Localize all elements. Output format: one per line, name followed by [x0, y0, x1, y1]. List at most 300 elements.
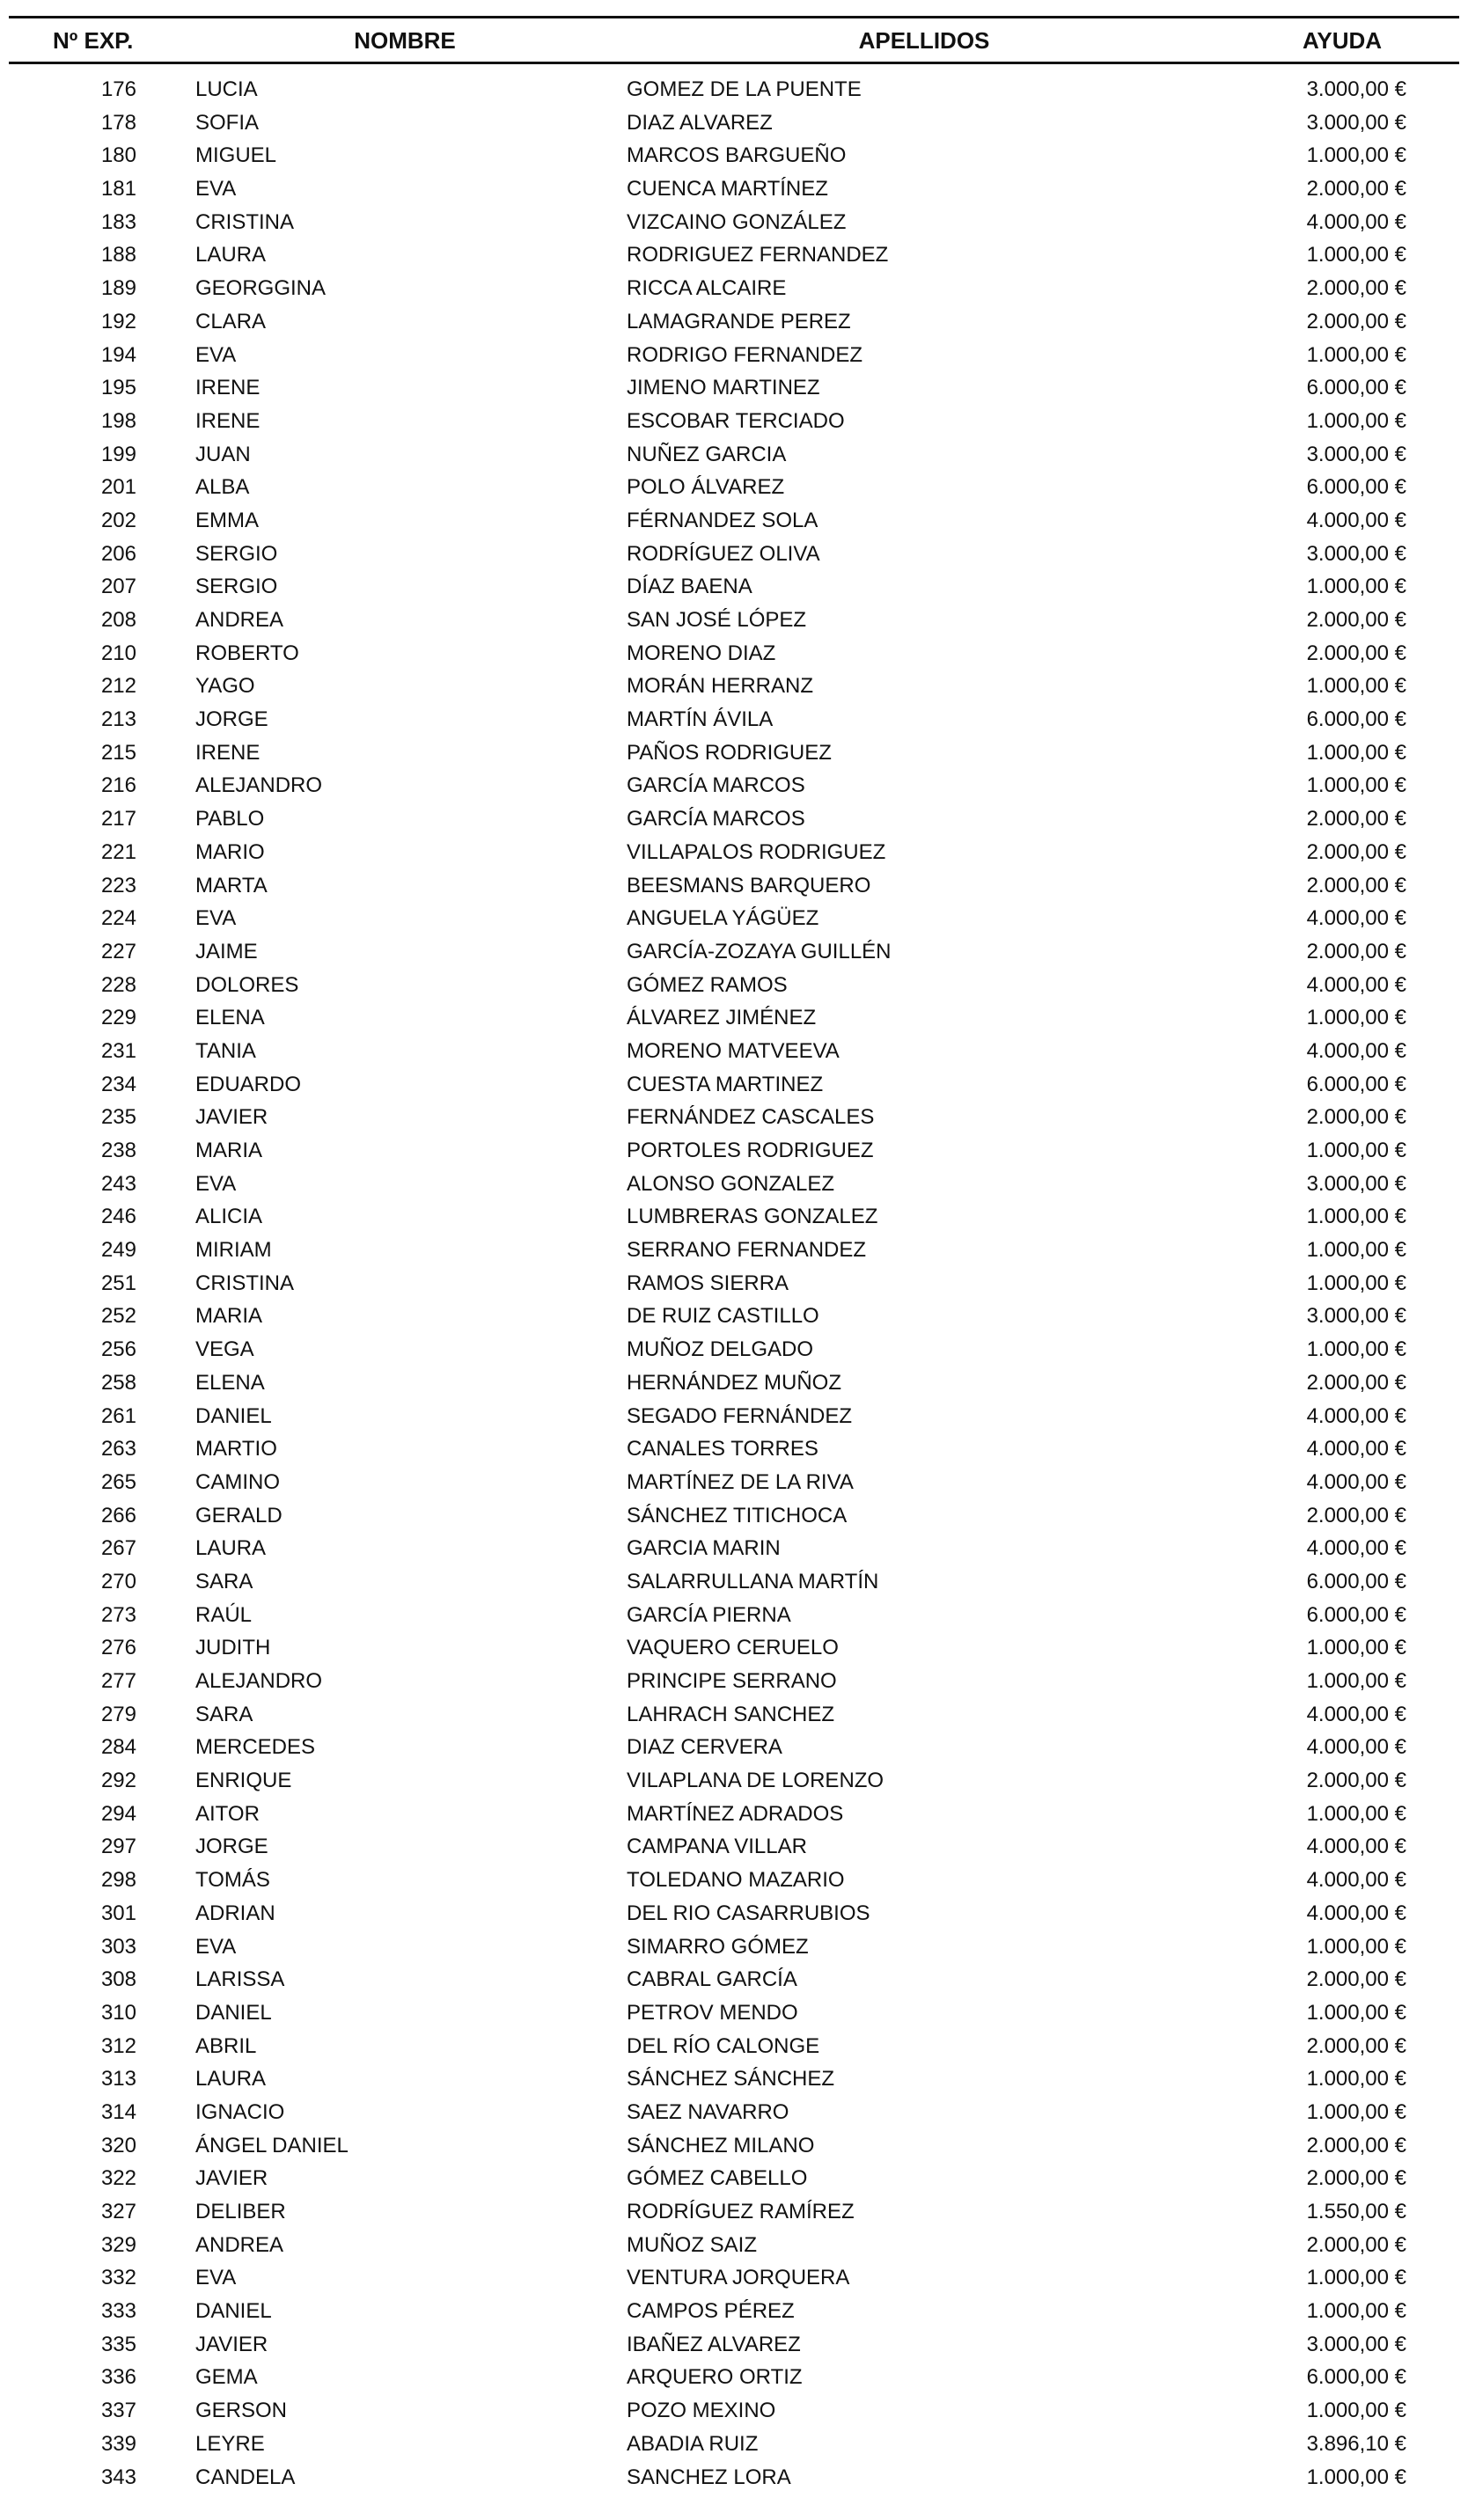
row-nombre: EVA — [195, 342, 237, 367]
row-ayuda: 2.000,00 € — [1306, 276, 1406, 301]
row-exp: 335 — [100, 2332, 136, 2356]
table-row — [0, 2328, 1468, 2362]
table-row — [0, 2096, 1468, 2129]
row-apellidos: DÍAZ BAENA — [627, 575, 752, 599]
table-row — [0, 1665, 1468, 1698]
row-apellidos: RODRIGUEZ FERNANDEZ — [627, 243, 889, 267]
table-row — [0, 1830, 1468, 1864]
row-apellidos: MARTÍN ÁVILA — [627, 707, 774, 732]
row-ayuda: 4.000,00 € — [1306, 1901, 1406, 1925]
row-exp: 235 — [100, 1105, 136, 1130]
row-exp: 333 — [100, 2299, 136, 2324]
table-row — [0, 2295, 1468, 2328]
row-apellidos: ESCOBAR TERCIADO — [627, 408, 845, 433]
row-ayuda: 1.000,00 € — [1306, 2266, 1406, 2290]
row-nombre: ÁNGEL DANIEL — [195, 2133, 349, 2157]
row-apellidos: PETROV MENDO — [627, 2000, 798, 2025]
row-apellidos: BEESMANS BARQUERO — [627, 873, 871, 897]
row-ayuda: 2.000,00 € — [1306, 309, 1406, 333]
table-row — [0, 305, 1468, 339]
row-apellidos: ARQUERO ORTIZ — [627, 2365, 803, 2390]
row-ayuda: 1.000,00 € — [1306, 740, 1406, 765]
row-ayuda: 1.000,00 € — [1306, 1669, 1406, 1693]
row-apellidos: VILLAPALOS RODRIGUEZ — [627, 839, 886, 864]
row-apellidos: RICCA ALCAIRE — [627, 276, 787, 301]
row-apellidos: VIZCAINO GONZÁLEZ — [627, 209, 847, 234]
row-apellidos: RODRÍGUEZ OLIVA — [627, 541, 820, 566]
row-exp: 178 — [100, 110, 136, 135]
table-row — [0, 471, 1468, 504]
row-nombre: MARIO — [195, 839, 265, 864]
row-apellidos: GARCIA MARIN — [627, 1536, 781, 1561]
table-row — [0, 1101, 1468, 1134]
row-exp: 294 — [100, 1801, 136, 1826]
table-row — [0, 604, 1468, 637]
row-ayuda: 4.000,00 € — [1306, 508, 1406, 532]
table-row — [0, 1134, 1468, 1168]
row-ayuda: 4.000,00 € — [1306, 1437, 1406, 1461]
row-apellidos: GARCÍA MARCOS — [627, 807, 805, 831]
table-row — [0, 2062, 1468, 2096]
row-nombre: IRENE — [195, 740, 261, 765]
row-ayuda: 4.000,00 € — [1306, 1702, 1406, 1726]
row-exp: 267 — [100, 1536, 136, 1561]
table-row — [0, 438, 1468, 472]
row-nombre: VEGA — [195, 1337, 254, 1362]
header-ayuda: AYUDA — [1302, 27, 1383, 54]
row-apellidos: GARCÍA-ZOZAYA GUILLÉN — [627, 939, 892, 963]
row-nombre: CLARA — [195, 309, 267, 333]
row-ayuda: 1.000,00 € — [1306, 408, 1406, 433]
table-row — [0, 736, 1468, 770]
table-row — [0, 2195, 1468, 2229]
table-row — [0, 902, 1468, 935]
row-nombre: RAÚL — [195, 1602, 253, 1627]
table-row — [0, 1930, 1468, 1964]
header-nombre: NOMBRE — [354, 27, 456, 54]
row-ayuda: 4.000,00 € — [1306, 1868, 1406, 1893]
row-ayuda: 2.000,00 € — [1306, 939, 1406, 963]
row-ayuda: 1.000,00 € — [1306, 2099, 1406, 2124]
table-row — [0, 1532, 1468, 1565]
row-ayuda: 4.000,00 € — [1306, 1038, 1406, 1063]
row-nombre: SARA — [195, 1569, 253, 1593]
table-row — [0, 2030, 1468, 2063]
row-nombre: CANDELA — [195, 2465, 296, 2489]
table-row — [0, 371, 1468, 405]
row-ayuda: 2.000,00 € — [1306, 1370, 1406, 1395]
row-apellidos: DIAZ CERVERA — [627, 1735, 782, 1760]
table-row — [0, 570, 1468, 604]
table-header — [0, 16, 1468, 65]
table-row — [0, 1035, 1468, 1068]
row-ayuda: 1.000,00 € — [1306, 1006, 1406, 1030]
row-nombre: MARIA — [195, 1304, 263, 1329]
row-exp: 221 — [100, 839, 136, 864]
row-apellidos: ALONSO GONZALEZ — [627, 1171, 835, 1196]
row-apellidos: VAQUERO CERUELO — [627, 1636, 839, 1660]
row-exp: 273 — [100, 1602, 136, 1627]
row-nombre: JAIME — [195, 939, 258, 963]
row-exp: 252 — [100, 1304, 136, 1329]
row-apellidos: JIMENO MARTINEZ — [627, 376, 820, 400]
row-ayuda: 3.000,00 € — [1306, 1171, 1406, 1196]
row-ayuda: 3.000,00 € — [1306, 541, 1406, 566]
row-apellidos: GOMEZ DE LA PUENTE — [627, 77, 862, 101]
row-nombre: AITOR — [195, 1801, 260, 1826]
row-apellidos: DEL RIO CASARRUBIOS — [627, 1901, 870, 1925]
table-row — [0, 272, 1468, 305]
table-row — [0, 1764, 1468, 1798]
row-apellidos: VENTURA JORQUERA — [627, 2266, 850, 2290]
row-nombre: LAURA — [195, 1536, 267, 1561]
row-exp: 208 — [100, 608, 136, 632]
row-nombre: GERALD — [195, 1503, 283, 1527]
row-apellidos: PORTOLES RODRIGUEZ — [627, 1139, 874, 1162]
row-exp: 198 — [100, 408, 136, 433]
row-ayuda: 3.000,00 € — [1306, 2332, 1406, 2356]
row-nombre: IRENE — [195, 408, 261, 433]
row-ayuda: 2.000,00 € — [1306, 641, 1406, 665]
table-row — [0, 670, 1468, 703]
table-row — [0, 206, 1468, 239]
row-apellidos: MORENO MATVEEVA — [627, 1038, 840, 1063]
table-row — [0, 869, 1468, 903]
table-row — [0, 769, 1468, 802]
table-row — [0, 1001, 1468, 1035]
table-row — [0, 106, 1468, 140]
row-nombre: CRISTINA — [195, 1271, 295, 1295]
row-nombre: ALEJANDRO — [195, 773, 323, 798]
table-row — [0, 1565, 1468, 1599]
row-apellidos: ÁLVAREZ JIMÉNEZ — [627, 1006, 817, 1030]
row-exp: 212 — [100, 674, 136, 699]
table-row — [0, 1996, 1468, 2030]
row-exp: 224 — [100, 906, 136, 931]
row-nombre: EVA — [195, 2266, 237, 2290]
row-exp: 327 — [100, 2200, 136, 2223]
row-nombre: EMMA — [195, 508, 259, 532]
row-nombre: EVA — [195, 1171, 237, 1196]
table-row — [0, 2129, 1468, 2163]
table-row — [0, 2428, 1468, 2461]
row-apellidos: MORÁN HERRANZ — [627, 674, 814, 699]
table-row — [0, 339, 1468, 372]
table-row — [0, 2229, 1468, 2262]
row-nombre: IRENE — [195, 376, 261, 400]
row-exp: 231 — [100, 1038, 136, 1063]
row-ayuda: 1.000,00 € — [1306, 2299, 1406, 2324]
row-exp: 256 — [100, 1337, 136, 1362]
row-apellidos: MARCOS BARGUEÑO — [627, 143, 847, 168]
row-apellidos: SERRANO FERNANDEZ — [627, 1238, 867, 1263]
row-apellidos: RODRÍGUEZ RAMÍREZ — [627, 2200, 855, 2223]
row-exp: 284 — [100, 1735, 136, 1760]
row-exp: 320 — [100, 2133, 136, 2157]
row-exp: 243 — [100, 1171, 136, 1196]
row-nombre: ANDREA — [195, 608, 284, 632]
row-ayuda: 1.000,00 € — [1306, 2067, 1406, 2091]
row-exp: 229 — [100, 1006, 136, 1030]
row-nombre: JUDITH — [195, 1636, 271, 1660]
row-apellidos: PAÑOS RODRIGUEZ — [627, 740, 832, 765]
row-apellidos: LUMBRERAS GONZALEZ — [627, 1205, 878, 1229]
row-nombre: ELENA — [195, 1006, 265, 1030]
table-row — [0, 2361, 1468, 2394]
table-row — [0, 1466, 1468, 1499]
row-apellidos: DEL RÍO CALONGE — [627, 2033, 820, 2058]
row-nombre: ALICIA — [195, 1205, 263, 1229]
row-nombre: DANIEL — [195, 2299, 272, 2324]
row-exp: 298 — [100, 1868, 136, 1893]
row-apellidos: SANCHEZ LORA — [627, 2465, 791, 2489]
row-exp: 246 — [100, 1205, 136, 1229]
row-exp: 312 — [100, 2033, 136, 2058]
row-exp: 308 — [100, 1967, 136, 1992]
table-row — [0, 504, 1468, 538]
row-nombre: MARIA — [195, 1139, 263, 1162]
row-ayuda: 1.000,00 € — [1306, 575, 1406, 599]
row-ayuda: 6.000,00 € — [1306, 475, 1406, 500]
header-exp: Nº EXP. — [53, 27, 134, 54]
table-row — [0, 1432, 1468, 1466]
row-exp: 332 — [100, 2266, 136, 2290]
row-nombre: JORGE — [195, 1835, 268, 1859]
row-exp: 263 — [100, 1437, 136, 1461]
row-apellidos: MORENO DIAZ — [627, 641, 776, 665]
row-nombre: SERGIO — [195, 541, 278, 566]
row-exp: 188 — [100, 243, 136, 267]
table-row — [0, 836, 1468, 869]
row-ayuda: 4.000,00 € — [1306, 209, 1406, 234]
table-row — [0, 1963, 1468, 1996]
row-nombre: EVA — [195, 177, 237, 201]
row-apellidos: MARTÍNEZ DE LA RIVA — [627, 1469, 854, 1494]
row-apellidos: SÁNCHEZ TITICHOCA — [627, 1503, 848, 1527]
row-exp: 310 — [100, 2000, 136, 2025]
row-nombre: MARTIO — [195, 1437, 277, 1461]
row-exp: 181 — [100, 177, 136, 201]
row-exp: 251 — [100, 1271, 136, 1295]
row-apellidos: CAMPOS PÉREZ — [627, 2299, 795, 2324]
row-nombre: EVA — [195, 906, 237, 931]
row-nombre: ENRIQUE — [195, 1769, 292, 1793]
row-apellidos: NUÑEZ GARCIA — [627, 442, 787, 466]
row-ayuda: 3.000,00 € — [1306, 110, 1406, 135]
row-nombre: MARTA — [195, 873, 268, 897]
row-apellidos: SIMARRO GÓMEZ — [627, 1934, 809, 1959]
row-ayuda: 6.000,00 € — [1306, 707, 1406, 732]
row-nombre: ANDREA — [195, 2232, 284, 2257]
row-nombre: LARISSA — [195, 1967, 285, 1992]
row-apellidos: RODRIGO FERNANDEZ — [627, 342, 863, 367]
row-ayuda: 4.000,00 € — [1306, 972, 1406, 997]
row-nombre: JAVIER — [195, 1105, 268, 1130]
row-nombre: TOMÁS — [195, 1868, 270, 1893]
table-row — [0, 2461, 1468, 2494]
row-exp: 210 — [100, 641, 136, 665]
row-ayuda: 2.000,00 € — [1306, 1503, 1406, 1527]
table-row — [0, 1267, 1468, 1300]
row-nombre: ABRIL — [195, 2033, 257, 2058]
row-ayuda: 3.896,10 € — [1306, 2431, 1406, 2456]
row-exp: 234 — [100, 1072, 136, 1096]
row-apellidos: MARTÍNEZ ADRADOS — [627, 1801, 844, 1826]
row-apellidos: CABRAL GARCÍA — [627, 1967, 797, 1992]
table-row — [0, 1200, 1468, 1234]
row-ayuda: 1.000,00 € — [1306, 1337, 1406, 1362]
row-nombre: YAGO — [195, 674, 255, 699]
row-nombre: ALBA — [195, 475, 250, 500]
row-apellidos: CUENCA MARTÍNEZ — [627, 177, 828, 201]
row-exp: 297 — [100, 1835, 136, 1859]
row-exp: 206 — [100, 541, 136, 566]
row-ayuda: 4.000,00 € — [1306, 1536, 1406, 1561]
table-row — [0, 1631, 1468, 1665]
row-ayuda: 2.000,00 € — [1306, 2232, 1406, 2257]
row-apellidos: DIAZ ALVAREZ — [627, 110, 773, 135]
row-apellidos: SÁNCHEZ SÁNCHEZ — [627, 2067, 835, 2091]
row-nombre: EVA — [195, 1934, 237, 1959]
row-ayuda: 1.000,00 € — [1306, 1238, 1406, 1263]
row-apellidos: ABADIA RUIZ — [627, 2431, 759, 2456]
table-row — [0, 73, 1468, 106]
table-row — [0, 2261, 1468, 2295]
table-row — [0, 238, 1468, 272]
table-row — [0, 1068, 1468, 1102]
row-exp: 194 — [100, 342, 136, 367]
row-apellidos: GARCÍA PIERNA — [627, 1602, 791, 1627]
row-ayuda: 1.000,00 € — [1306, 243, 1406, 267]
row-exp: 180 — [100, 143, 136, 168]
row-apellidos: MUÑOZ SAIZ — [627, 2232, 757, 2257]
row-exp: 303 — [100, 1934, 136, 1959]
row-exp: 189 — [100, 276, 136, 301]
row-ayuda: 6.000,00 € — [1306, 1569, 1406, 1593]
row-ayuda: 2.000,00 € — [1306, 2166, 1406, 2191]
row-nombre: DANIEL — [195, 2000, 272, 2025]
row-exp: 216 — [100, 773, 136, 798]
row-ayuda: 6.000,00 € — [1306, 2365, 1406, 2390]
row-exp: 195 — [100, 376, 136, 400]
row-nombre: EDUARDO — [195, 1072, 302, 1096]
row-ayuda: 2.000,00 € — [1306, 1967, 1406, 1992]
row-apellidos: IBAÑEZ ALVAREZ — [627, 2332, 801, 2356]
row-ayuda: 1.000,00 € — [1306, 1205, 1406, 1229]
row-ayuda: 1.000,00 € — [1306, 674, 1406, 699]
row-nombre: GEORGGINA — [195, 276, 327, 301]
row-ayuda: 2.000,00 € — [1306, 2033, 1406, 2058]
row-exp: 192 — [100, 309, 136, 333]
row-nombre: ALEJANDRO — [195, 1669, 323, 1693]
row-exp: 266 — [100, 1503, 136, 1527]
row-nombre: MIGUEL — [195, 143, 277, 168]
row-exp: 336 — [100, 2365, 136, 2390]
row-apellidos: GÓMEZ RAMOS — [627, 972, 788, 997]
row-exp: 261 — [100, 1403, 136, 1428]
header-bottom-rule — [9, 62, 1459, 64]
row-nombre: CAMINO — [195, 1469, 280, 1494]
row-ayuda: 2.000,00 € — [1306, 1769, 1406, 1793]
row-nombre: TANIA — [195, 1038, 256, 1063]
row-nombre: SERGIO — [195, 575, 278, 599]
row-apellidos: PRINCIPE SERRANO — [627, 1669, 837, 1693]
table-row — [0, 538, 1468, 571]
row-nombre: DELIBER — [195, 2200, 286, 2223]
row-exp: 265 — [100, 1469, 136, 1494]
row-exp: 215 — [100, 740, 136, 765]
row-exp: 217 — [100, 807, 136, 831]
row-apellidos: POZO MEXINO — [627, 2399, 776, 2423]
row-ayuda: 1.000,00 € — [1306, 1271, 1406, 1295]
row-ayuda: 4.000,00 € — [1306, 1835, 1406, 1859]
row-exp: 301 — [100, 1901, 136, 1925]
row-exp: 223 — [100, 873, 136, 897]
table-row — [0, 405, 1468, 438]
row-apellidos: SEGADO FERNÁNDEZ — [627, 1403, 853, 1428]
row-ayuda: 2.000,00 € — [1306, 1105, 1406, 1130]
row-ayuda: 1.550,00 € — [1306, 2200, 1406, 2223]
row-nombre: LEYRE — [195, 2431, 265, 2456]
row-apellidos: DE RUIZ CASTILLO — [627, 1304, 819, 1329]
row-apellidos: VILAPLANA DE LORENZO — [627, 1769, 884, 1793]
row-nombre: MERCEDES — [195, 1735, 316, 1760]
row-exp: 343 — [100, 2465, 136, 2489]
row-exp: 314 — [100, 2099, 136, 2124]
row-ayuda: 6.000,00 € — [1306, 1602, 1406, 1627]
table-row — [0, 637, 1468, 670]
row-exp: 202 — [100, 508, 136, 532]
row-ayuda: 4.000,00 € — [1306, 1735, 1406, 1760]
row-ayuda: 4.000,00 € — [1306, 906, 1406, 931]
table-row — [0, 1897, 1468, 1930]
row-nombre: SARA — [195, 1702, 253, 1726]
row-nombre: LUCIA — [195, 77, 258, 101]
row-apellidos: ANGUELA YÁGÜEZ — [627, 906, 819, 931]
row-exp: 228 — [100, 972, 136, 997]
row-nombre: JUAN — [195, 442, 251, 466]
row-ayuda: 1.000,00 € — [1306, 1636, 1406, 1660]
row-ayuda: 4.000,00 € — [1306, 1403, 1406, 1428]
row-apellidos: SALARRULLANA MARTÍN — [627, 1569, 879, 1593]
row-nombre: CRISTINA — [195, 209, 295, 234]
row-apellidos: POLO ÁLVAREZ — [627, 475, 785, 500]
row-nombre: SOFIA — [195, 110, 260, 135]
row-ayuda: 1.000,00 € — [1306, 1801, 1406, 1826]
table-row — [0, 1731, 1468, 1764]
row-nombre: JAVIER — [195, 2166, 268, 2191]
row-nombre: JAVIER — [195, 2332, 268, 2356]
row-exp: 270 — [100, 1569, 136, 1593]
row-ayuda: 2.000,00 € — [1306, 873, 1406, 897]
row-apellidos: SAN JOSÉ LÓPEZ — [627, 608, 807, 632]
row-exp: 199 — [100, 442, 136, 466]
table-row — [0, 1234, 1468, 1267]
row-ayuda: 4.000,00 € — [1306, 1469, 1406, 1494]
row-exp: 337 — [100, 2399, 136, 2423]
row-exp: 227 — [100, 939, 136, 963]
row-apellidos: LAHRACH SANCHEZ — [627, 1702, 835, 1726]
row-nombre: MIRIAM — [195, 1238, 272, 1263]
row-exp: 207 — [100, 575, 136, 599]
table-row — [0, 1499, 1468, 1533]
row-apellidos: HERNÁNDEZ MUÑOZ — [627, 1370, 841, 1395]
table-row — [0, 802, 1468, 836]
table-row — [0, 1599, 1468, 1632]
table-row — [0, 1798, 1468, 1831]
row-ayuda: 1.000,00 € — [1306, 1934, 1406, 1959]
row-exp: 258 — [100, 1370, 136, 1395]
